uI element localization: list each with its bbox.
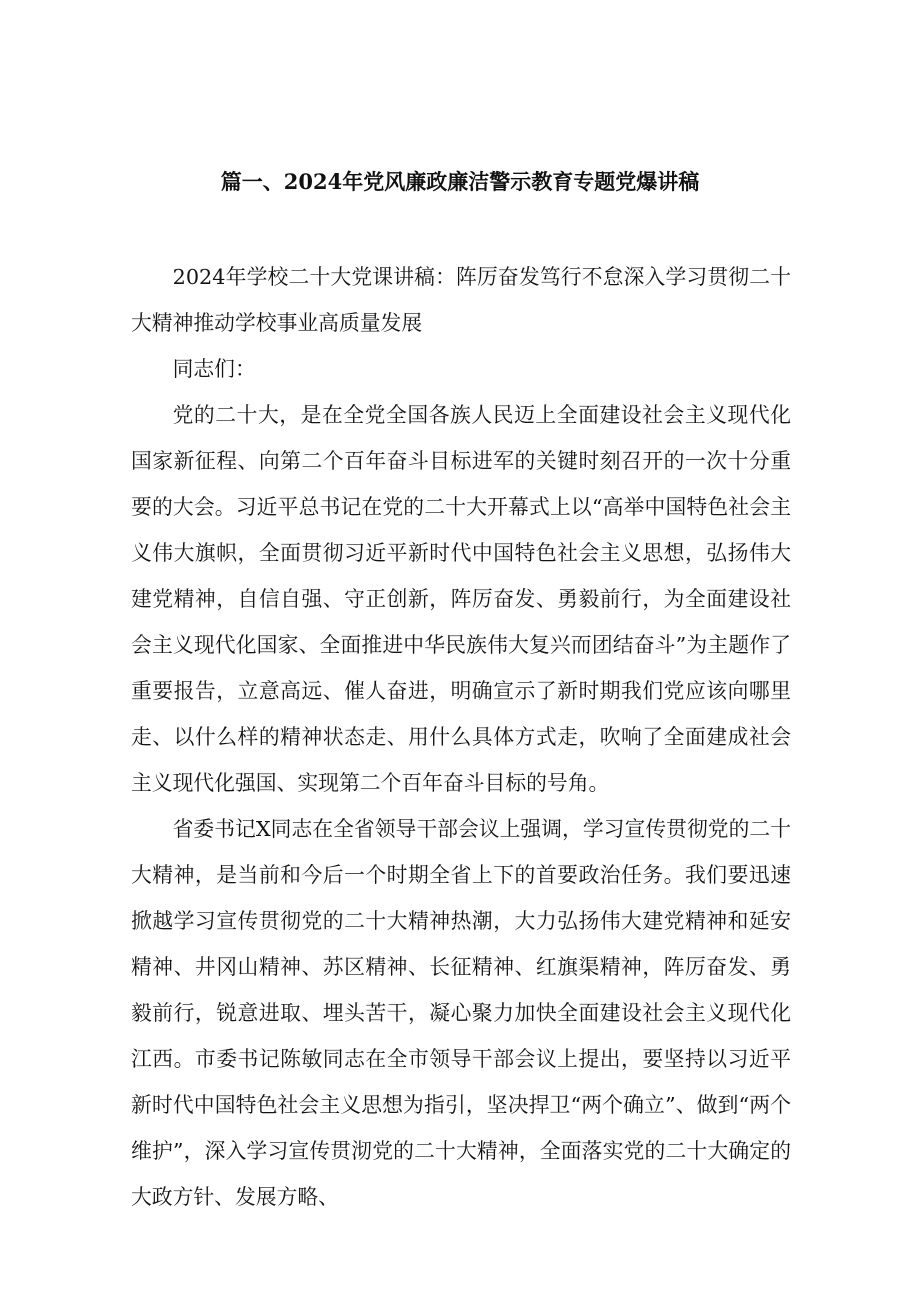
body-paragraph-1: 党的二十大，是在全党全国各族人民迈上全面建设社会主义现代化国家新征程、向第二个百年奋斗目标进军的关键时刻召开的一次十分重要的大会。习近平总书记在党的二十大开幕式上以“高举中国特色社会主义伟大旗帜，全面贯彻习近平新时代中国特色社会主义思想，弘扬伟大建党精神，自信自强、守正创新，阵厉奋发、勇毅前行，为全面建设社会主义现代化国家、全面推进中华民族伟大复兴而团结奋斗”为主题作了重要报告，立意高远、催人奋进，明确宣示了新时期我们党应该向哪里走、以什么样的精神状态走、用什么具体方式走，吹响了全面建成社会主义现代化强国、实现第二个百年奋斗目标的号角。 (131, 403, 791, 795)
document-body (131, 254, 791, 1220)
salutation-paragraph: 同志们： (172, 357, 256, 381)
document-title: 篇一、2024年党风廉政廉洁警示教育专题党爆讲稿 (220, 169, 700, 194)
body-paragraph-2: 省委书记X同志在全省领导干部会议上强调，学习宣传贯彻党的二十大精神，是当前和今后一个时期全省上下的首要政治任务。我们要迅速掀越学习宣传贯彻党的二十大精神热潮，大力弘扬伟大建党精神和延安精神、井冈山精神、苏区精神、长征精神、红旗渠精神，阵厉奋发、勇毅前行，锐意进取、埋头苦干，凝心聚力加快全面建设社会主义现代化江西。市委书记陈敏同志在全市领导干部会议上提出，要坚持以习近平新时代中国特色社会主义思想为指引，坚决捍卫“两个确立”、做到“两个维护”，深入学习宣传贯沏党的二十大精神，全面落实党的二十大确定的大政方针、发展方略、 (131, 817, 791, 1209)
lecture-subtitle-paragraph: 2024年学校二十大党课讲稿：阵厉奋发笃行不怠深入学习贯彻二十大精神推动学校事业高质量发展 (131, 265, 791, 335)
